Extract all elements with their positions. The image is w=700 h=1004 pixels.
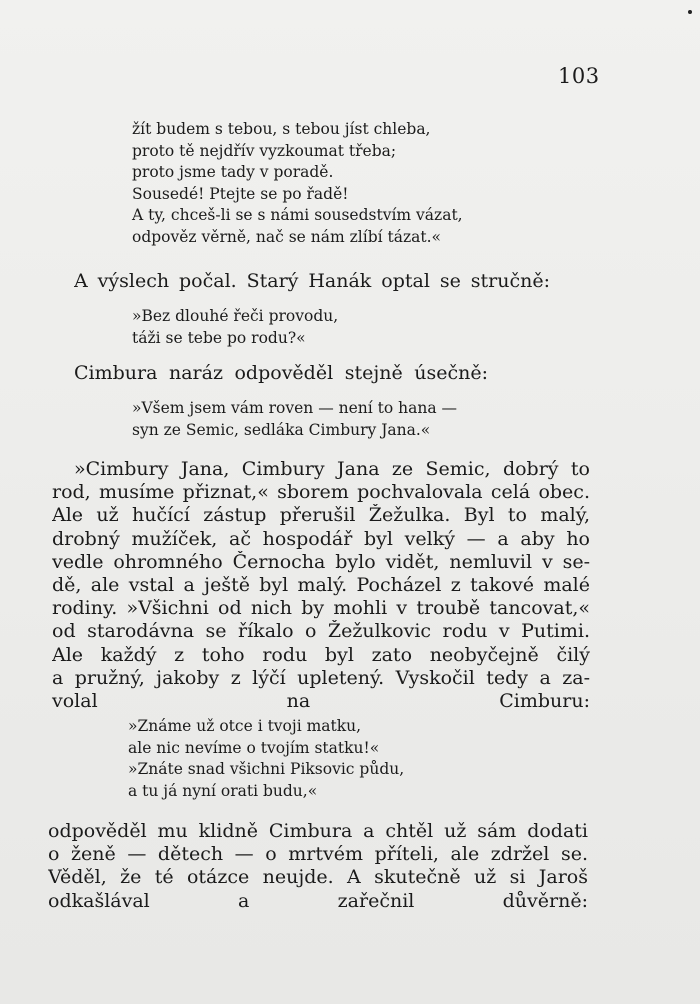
verse-line: A ty, chceš-li se s námi sousedstvím vázat,: [132, 206, 463, 224]
prose-line: dě, ale vstal a ještě byl malý. Pocházel z takové malé: [52, 573, 590, 596]
prose-line: o ženě — dětech — o mrtvém příteli, ale zdržel se.: [48, 843, 588, 866]
prose-line: volal na Cimburu:: [52, 689, 590, 712]
prose-line: od starodávna se říkalo o Žežulkovic rodu v Putimi.: [52, 620, 590, 643]
prose-line: odpověděl mu klidně Cimbura a chtěl už sám dodati: [48, 820, 588, 842]
verse-block-4: [128, 716, 404, 802]
verse-line: proto tě nejdřív vyzkoumat třeba;: [132, 141, 397, 160]
prose-line: Ale každý z toho rodu byl zato neobyčejně čilý: [52, 643, 590, 666]
prose-paragraph-4: [48, 820, 588, 913]
prose-paragraph-1: [74, 270, 550, 293]
verse-line: syn ze Semic, sedláka Cimbury Jana.«: [132, 420, 431, 439]
verse-line: »Známe už otce i tvoji matku,: [128, 717, 362, 735]
page-number: 103: [558, 64, 600, 88]
verse-line: »Všem jsem vám roven — není to hana —: [132, 399, 458, 417]
verse-line: ale nic nevíme o tvojím statku!«: [128, 738, 380, 757]
verse-line: odpověz věrně, nač se nám zlíbí tázat.«: [132, 227, 442, 246]
prose-line: odkašlával a zařečnil důvěrně:: [48, 889, 588, 912]
prose-line: drobný mužíček, ač hospodář byl velký — a aby ho: [52, 527, 590, 550]
prose-line: rod, musíme přiznat,« sborem pochvalovala celá obec.: [52, 481, 590, 504]
verse-line: »Bez dlouhé řeči provodu,: [132, 307, 339, 325]
prose-line: Věděl, že té otázce neujde. A skutečně už si Jaroš: [48, 866, 588, 889]
prose-line: vedle ohromného Černocha bylo vidět, nemluvil v se-: [52, 550, 590, 573]
verse-block-3: [132, 398, 457, 441]
prose-line: A výslech počal. Starý Hanák optal se stručně:: [74, 270, 550, 292]
verse-line: »Znáte snad všichni Piksovic půdu,: [128, 760, 405, 778]
verse-line: Sousedé! Ptejte se po řadě!: [132, 184, 349, 203]
prose-line: »Cimbury Jana, Cimbury Jana ze Semic, dobrý to: [74, 458, 590, 480]
prose-paragraph-3: [52, 458, 590, 713]
verse-block-2: [132, 306, 338, 349]
verse-block-1: [132, 119, 463, 248]
prose-line: Cimbura naráz odpověděl stejně úsečně:: [74, 362, 488, 384]
prose-line: Ale už hučící zástup přerušil Žežulka. Byl to malý,: [52, 504, 590, 527]
verse-line: proto jsme tady v poradě.: [132, 163, 334, 181]
verse-line: táži se tebe po rodu?«: [132, 328, 306, 347]
prose-paragraph-2: [74, 362, 488, 385]
verse-line: žít budem s tebou, s tebou jíst chleba,: [132, 120, 431, 138]
prose-line: rodiny. »Všichni od nich by mohli v troubě tancovat,«: [52, 597, 590, 620]
verse-line: a tu já nyní orati budu,«: [128, 781, 318, 800]
prose-line: a pružný, jakoby z lýčí upletený. Vyskočil tedy a za-: [52, 666, 590, 689]
ink-speck: [688, 10, 692, 14]
